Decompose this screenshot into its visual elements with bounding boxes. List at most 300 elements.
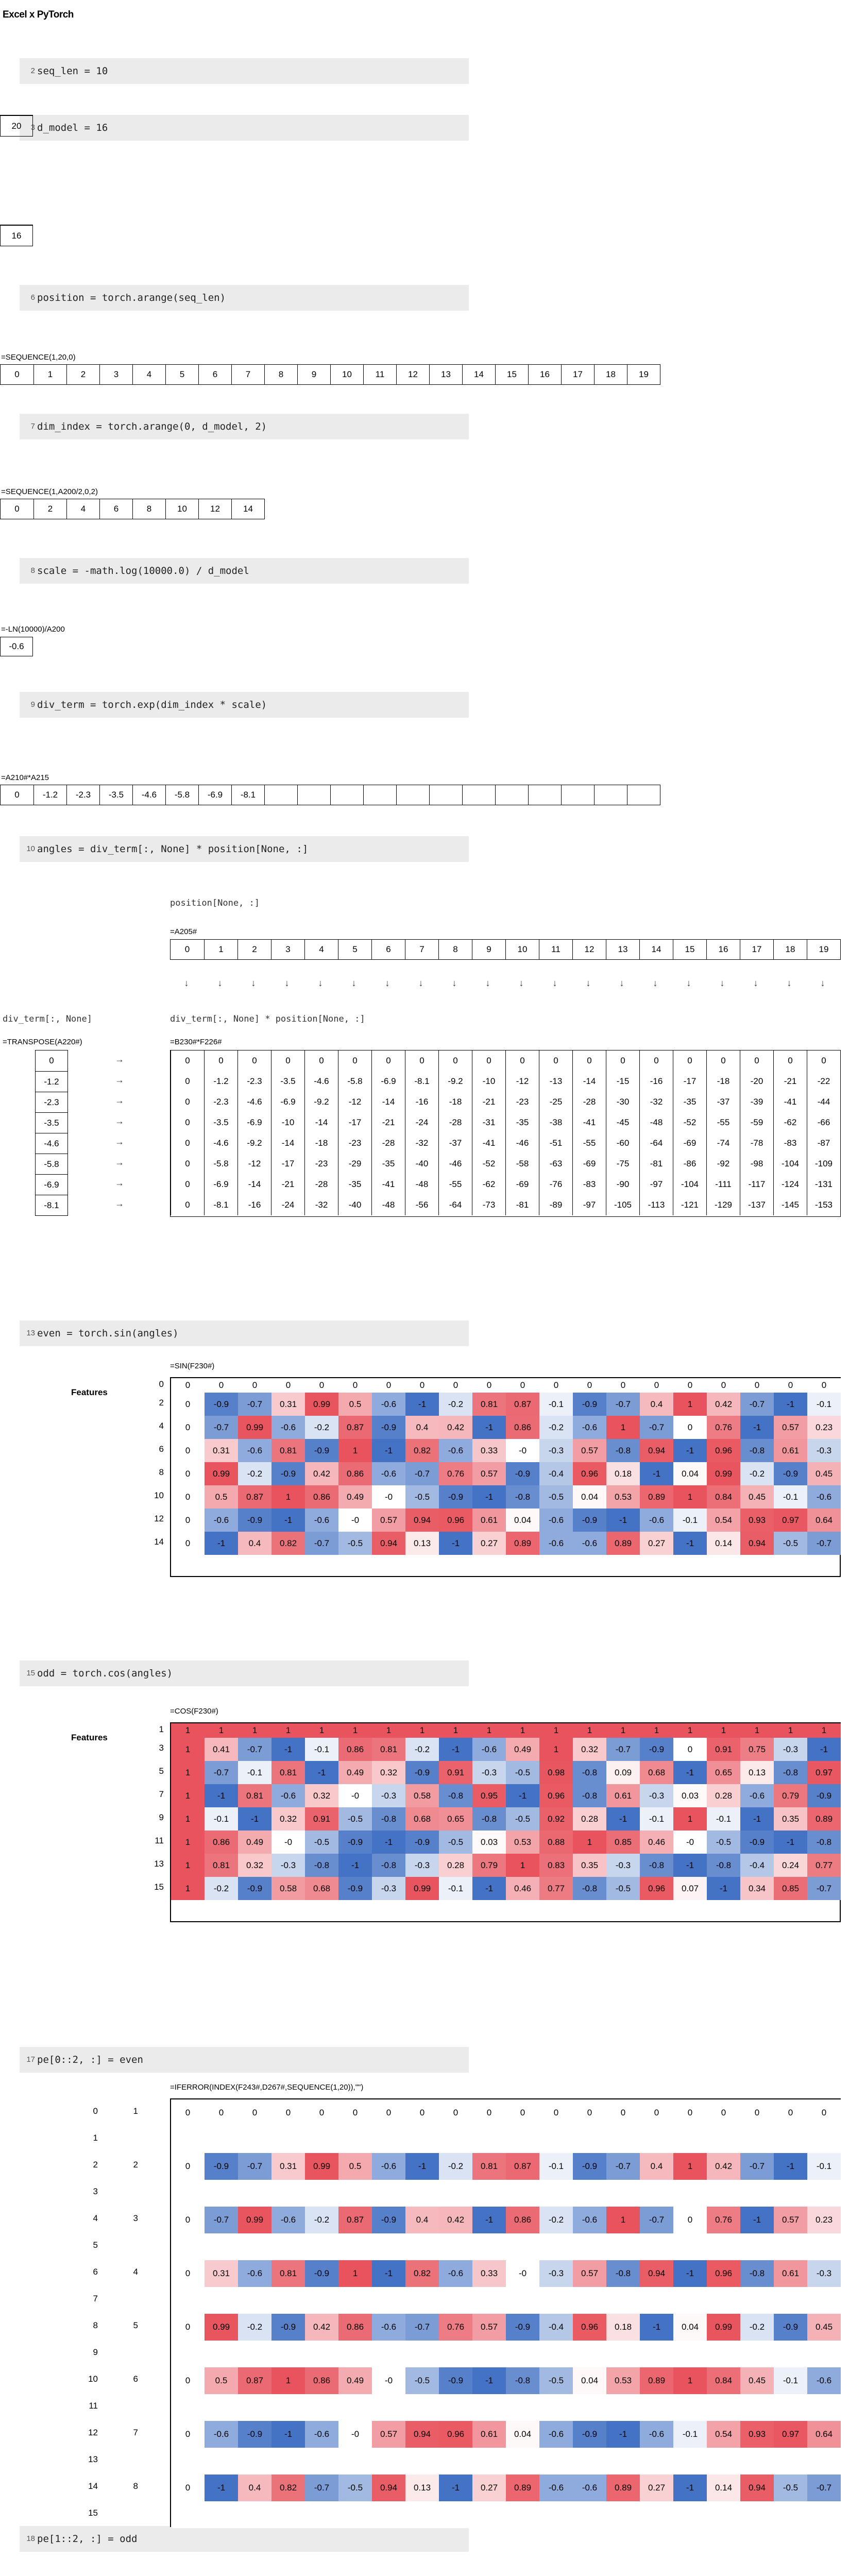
table-cell[interactable]: -0.5 xyxy=(606,1877,640,1900)
table-cell[interactable]: -23 xyxy=(505,1092,539,1112)
table-cell[interactable]: -1 xyxy=(774,2153,807,2180)
table-cell[interactable]: -0 xyxy=(271,1831,305,1854)
table-cell[interactable]: -0.6 xyxy=(640,2421,673,2448)
table-cell[interactable]: 0.61 xyxy=(472,2421,506,2448)
d-model-cell[interactable]: 16 xyxy=(0,225,33,246)
table-cell[interactable] xyxy=(305,2180,338,2207)
table-cell[interactable]: -1 xyxy=(439,1532,472,1555)
table-cell[interactable]: -63 xyxy=(539,1154,572,1174)
transpose-cell[interactable]: -4.6 xyxy=(36,1133,67,1154)
table-cell[interactable]: 1 xyxy=(807,1723,841,1738)
table-cell[interactable]: -0.3 xyxy=(405,1854,439,1877)
grid-cell[interactable]: 11 xyxy=(539,940,572,959)
table-cell[interactable] xyxy=(506,2180,539,2207)
table-cell[interactable]: -55 xyxy=(438,1174,472,1195)
table-cell[interactable] xyxy=(506,2341,539,2367)
table-cell[interactable]: 0.96 xyxy=(439,1509,472,1532)
table-cell[interactable] xyxy=(338,2501,372,2528)
table-cell[interactable]: 0 xyxy=(807,1050,840,1071)
table-cell[interactable]: -0.9 xyxy=(238,1509,271,1532)
table-cell[interactable]: 0.33 xyxy=(472,2260,506,2287)
table-cell[interactable]: 0.86 xyxy=(305,1485,338,1509)
table-cell[interactable] xyxy=(472,2341,506,2367)
table-cell[interactable]: -12 xyxy=(237,1154,271,1174)
table-cell[interactable]: -0.9 xyxy=(506,2314,539,2341)
table-cell[interactable]: 0.53 xyxy=(606,1485,640,1509)
table-cell[interactable] xyxy=(271,2287,305,2314)
table-cell[interactable]: 0 xyxy=(271,1378,305,1393)
table-cell[interactable] xyxy=(405,2394,439,2421)
table-cell[interactable]: -8.1 xyxy=(204,1195,237,1215)
table-cell[interactable]: -1 xyxy=(807,1738,841,1761)
table-cell[interactable] xyxy=(673,2126,707,2153)
table-cell[interactable]: -14 xyxy=(304,1112,338,1133)
table-cell[interactable]: -0.2 xyxy=(740,2314,774,2341)
table-cell[interactable]: 0.76 xyxy=(439,2314,472,2341)
transpose-cell[interactable]: -6.9 xyxy=(36,1174,67,1195)
table-cell[interactable]: 0 xyxy=(606,1378,640,1393)
table-cell[interactable]: 0.81 xyxy=(472,1393,506,1416)
grid-cell[interactable]: 0 xyxy=(184,944,190,954)
table-cell[interactable] xyxy=(774,2287,807,2314)
table-cell[interactable] xyxy=(372,2448,405,2475)
table-cell[interactable]: -23 xyxy=(338,1133,371,1154)
table-cell[interactable]: 0 xyxy=(304,1050,338,1071)
table-cell[interactable]: -0.1 xyxy=(673,1509,707,1532)
table-cell[interactable]: -0.1 xyxy=(640,1807,673,1831)
table-cell[interactable]: -1 xyxy=(774,1393,807,1416)
table-cell[interactable]: 0.5 xyxy=(338,1393,372,1416)
table-cell[interactable]: -44 xyxy=(807,1092,840,1112)
table-cell[interactable] xyxy=(405,2233,439,2260)
grid-cell[interactable]: 14 xyxy=(231,499,264,519)
table-cell[interactable]: -48 xyxy=(371,1195,405,1215)
table-cell[interactable]: -0.6 xyxy=(573,2475,606,2501)
table-cell[interactable]: -28 xyxy=(438,1112,472,1133)
table-cell[interactable]: -0.6 xyxy=(271,1784,305,1807)
table-cell[interactable]: -0.3 xyxy=(640,1784,673,1807)
table-cell[interactable]: -0.1 xyxy=(774,1485,807,1509)
table-cell[interactable]: 0.32 xyxy=(372,1761,405,1784)
grid-cell[interactable]: 15 xyxy=(673,940,706,959)
table-cell[interactable]: 0.61 xyxy=(774,1439,807,1462)
table-cell[interactable]: -4.6 xyxy=(237,1092,271,1112)
table-cell[interactable]: 0.94 xyxy=(372,1532,405,1555)
table-cell[interactable]: 0.27 xyxy=(472,2475,506,2501)
table-cell[interactable]: 0.32 xyxy=(238,1854,271,1877)
table-cell[interactable]: 0.99 xyxy=(707,1462,740,1485)
table-cell[interactable]: -30 xyxy=(606,1092,639,1112)
table-cell[interactable]: 0 xyxy=(171,1050,204,1071)
table-cell[interactable]: 0 xyxy=(338,1378,372,1393)
table-cell[interactable] xyxy=(740,2501,774,2528)
table-cell[interactable]: 0.96 xyxy=(707,1439,740,1462)
table-cell[interactable]: 1 xyxy=(673,2367,707,2394)
table-cell[interactable]: -0 xyxy=(506,2260,539,2287)
table-cell[interactable]: -20 xyxy=(740,1071,773,1092)
table-cell[interactable] xyxy=(338,2180,372,2207)
table-cell[interactable] xyxy=(506,2287,539,2314)
table-cell[interactable] xyxy=(338,2394,372,2421)
table-cell[interactable]: 1 xyxy=(372,1723,405,1738)
table-cell[interactable]: 0.99 xyxy=(707,2314,740,2341)
table-cell[interactable]: -0.8 xyxy=(506,2367,539,2394)
table-cell[interactable]: 0.04 xyxy=(673,1462,707,1485)
table-cell[interactable] xyxy=(305,2501,338,2528)
table-cell[interactable]: 0 xyxy=(371,1050,405,1071)
table-cell[interactable] xyxy=(238,2126,271,2153)
table-cell[interactable]: 0.82 xyxy=(405,2260,439,2287)
table-cell[interactable]: -1 xyxy=(506,1784,539,1807)
table-cell[interactable]: 0.86 xyxy=(338,1462,372,1485)
table-cell[interactable]: 0.31 xyxy=(205,1439,238,1462)
grid-cell[interactable]: 9 xyxy=(297,365,330,384)
table-cell[interactable] xyxy=(673,2501,707,2528)
table-cell[interactable]: -0.5 xyxy=(338,1807,372,1831)
table-cell[interactable] xyxy=(205,2180,238,2207)
table-cell[interactable]: 0.82 xyxy=(405,1439,439,1462)
table-cell[interactable]: 0.46 xyxy=(640,1831,673,1854)
table-cell[interactable] xyxy=(506,2501,539,2528)
table-cell[interactable]: 0.32 xyxy=(573,1738,606,1761)
table-cell[interactable]: -0.7 xyxy=(606,1738,640,1761)
table-cell[interactable] xyxy=(673,2341,707,2367)
table-cell[interactable]: 0.4 xyxy=(405,1416,439,1439)
table-cell[interactable]: 0.58 xyxy=(271,1877,305,1900)
table-cell[interactable]: -64 xyxy=(438,1195,472,1215)
table-cell[interactable]: 0.94 xyxy=(740,1532,774,1555)
table-cell[interactable]: -41 xyxy=(572,1112,606,1133)
table-cell[interactable]: 0.89 xyxy=(640,2367,673,2394)
table-cell[interactable]: 0 xyxy=(673,1738,707,1761)
table-cell[interactable]: -111 xyxy=(706,1174,740,1195)
table-cell[interactable]: 1 xyxy=(640,1723,673,1738)
table-cell[interactable]: -0.2 xyxy=(405,1738,439,1761)
table-cell[interactable] xyxy=(271,2341,305,2367)
table-cell[interactable]: -0.5 xyxy=(506,1761,539,1784)
table-cell[interactable]: -0.3 xyxy=(372,1877,405,1900)
table-cell[interactable]: 0 xyxy=(171,2260,205,2287)
table-cell[interactable]: -0.3 xyxy=(372,1784,405,1807)
table-cell[interactable]: 0.79 xyxy=(472,1854,506,1877)
grid-cell[interactable]: 4 xyxy=(132,365,165,384)
table-cell[interactable] xyxy=(205,2233,238,2260)
table-cell[interactable]: -0.5 xyxy=(338,1532,372,1555)
table-cell[interactable]: -83 xyxy=(773,1133,807,1154)
table-cell[interactable] xyxy=(472,2448,506,2475)
table-cell[interactable]: 0 xyxy=(706,1050,740,1071)
table-cell[interactable] xyxy=(573,2233,606,2260)
table-cell[interactable]: 0.57 xyxy=(774,1416,807,1439)
table-cell[interactable]: -1 xyxy=(405,1393,439,1416)
table-cell[interactable] xyxy=(606,2394,640,2421)
table-cell[interactable]: 0 xyxy=(640,2099,673,2126)
table-cell[interactable] xyxy=(271,2394,305,2421)
grid-cell[interactable]: 17 xyxy=(561,365,594,384)
grid-cell[interactable]: -4.6 xyxy=(132,785,165,805)
grid-cell[interactable] xyxy=(330,785,363,805)
grid-cell[interactable]: 13 xyxy=(606,940,639,959)
table-cell[interactable] xyxy=(171,2126,205,2153)
table-cell[interactable] xyxy=(439,2341,472,2367)
table-cell[interactable]: -9.2 xyxy=(438,1071,472,1092)
table-cell[interactable]: -92 xyxy=(706,1154,740,1174)
table-cell[interactable]: -0 xyxy=(673,1831,707,1854)
table-cell[interactable]: -51 xyxy=(539,1133,572,1154)
table-cell[interactable] xyxy=(640,2126,673,2153)
table-cell[interactable]: 1 xyxy=(673,1393,707,1416)
table-cell[interactable]: 0.49 xyxy=(338,1485,372,1509)
table-cell[interactable]: 0.65 xyxy=(707,1761,740,1784)
table-cell[interactable]: -46 xyxy=(438,1154,472,1174)
table-cell[interactable]: -1 xyxy=(439,1738,472,1761)
table-cell[interactable]: -6.9 xyxy=(371,1071,405,1092)
table-cell[interactable] xyxy=(338,2341,372,2367)
table-cell[interactable]: -0.7 xyxy=(205,2207,238,2233)
table-cell[interactable]: -0 xyxy=(372,2367,405,2394)
table-cell[interactable]: 0.13 xyxy=(740,1761,774,1784)
table-cell[interactable]: -0.8 xyxy=(774,1761,807,1784)
grid-cell[interactable] xyxy=(495,785,528,805)
table-cell[interactable]: -0.2 xyxy=(439,1393,472,1416)
table-cell[interactable]: -15 xyxy=(606,1071,639,1092)
table-cell[interactable]: -0.5 xyxy=(439,1831,472,1854)
table-cell[interactable] xyxy=(439,2287,472,2314)
table-cell[interactable] xyxy=(606,2126,640,2153)
table-cell[interactable]: -0.6 xyxy=(539,1532,573,1555)
table-cell[interactable] xyxy=(740,2341,774,2367)
table-cell[interactable]: -0.1 xyxy=(539,2153,573,2180)
table-cell[interactable] xyxy=(439,2126,472,2153)
table-cell[interactable]: 0.87 xyxy=(338,2207,372,2233)
table-cell[interactable]: 0.89 xyxy=(506,1532,539,1555)
table-cell[interactable]: -0.9 xyxy=(573,2153,606,2180)
table-cell[interactable]: 0 xyxy=(606,1050,639,1071)
table-cell[interactable]: -1 xyxy=(472,1416,506,1439)
table-cell[interactable]: -0.5 xyxy=(506,1807,539,1831)
table-cell[interactable]: -39 xyxy=(740,1092,773,1112)
grid-cell[interactable]: 9 xyxy=(472,940,505,959)
table-cell[interactable] xyxy=(439,2180,472,2207)
table-cell[interactable]: -0.6 xyxy=(372,1462,405,1485)
table-cell[interactable]: -1 xyxy=(372,1831,405,1854)
table-cell[interactable]: -1 xyxy=(774,1831,807,1854)
table-cell[interactable]: 0.94 xyxy=(640,2260,673,2287)
table-cell[interactable]: 1 xyxy=(171,1784,205,1807)
table-cell[interactable] xyxy=(573,2394,606,2421)
table-cell[interactable]: -0.3 xyxy=(807,2260,841,2287)
grid-cell[interactable]: 8 xyxy=(438,940,472,959)
grid-cell[interactable]: 6 xyxy=(198,365,231,384)
table-cell[interactable]: 0 xyxy=(171,1393,205,1416)
table-cell[interactable]: -28 xyxy=(371,1133,405,1154)
table-cell[interactable] xyxy=(472,2126,506,2153)
table-cell[interactable]: 0 xyxy=(439,1378,472,1393)
table-cell[interactable]: -21 xyxy=(371,1112,405,1133)
table-cell[interactable]: -55 xyxy=(572,1133,606,1154)
table-cell[interactable]: -35 xyxy=(338,1174,371,1195)
table-cell[interactable] xyxy=(271,2501,305,2528)
table-cell[interactable] xyxy=(171,2341,205,2367)
table-cell[interactable]: 0.45 xyxy=(740,2367,774,2394)
table-cell[interactable]: -1 xyxy=(472,1877,506,1900)
table-cell[interactable]: 0.87 xyxy=(238,2367,271,2394)
table-cell[interactable] xyxy=(439,2501,472,2528)
table-cell[interactable]: -16 xyxy=(237,1195,271,1215)
table-cell[interactable]: 1 xyxy=(573,1723,606,1738)
table-cell[interactable]: -1 xyxy=(271,1509,305,1532)
table-cell[interactable]: -0.7 xyxy=(405,1462,439,1485)
table-cell[interactable]: -1 xyxy=(740,1416,774,1439)
table-cell[interactable]: -40 xyxy=(405,1154,438,1174)
table-cell[interactable]: 0.81 xyxy=(271,1439,305,1462)
table-cell[interactable]: -0.3 xyxy=(472,1761,506,1784)
table-cell[interactable] xyxy=(405,2180,439,2207)
transpose-cell[interactable]: -5.8 xyxy=(36,1154,67,1174)
table-cell[interactable]: -0 xyxy=(338,2421,372,2448)
table-cell[interactable]: 0.81 xyxy=(205,1854,238,1877)
table-cell[interactable]: -0.6 xyxy=(472,1738,506,1761)
table-cell[interactable]: -0.2 xyxy=(539,1416,573,1439)
table-cell[interactable] xyxy=(472,2501,506,2528)
table-cell[interactable]: 0 xyxy=(171,2367,205,2394)
table-cell[interactable]: 0 xyxy=(171,1462,205,1485)
table-cell[interactable]: 0.28 xyxy=(573,1807,606,1831)
table-cell[interactable]: 0.57 xyxy=(774,2207,807,2233)
table-cell[interactable] xyxy=(439,2233,472,2260)
table-cell[interactable]: 1 xyxy=(506,1854,539,1877)
table-cell[interactable]: -0.1 xyxy=(439,1877,472,1900)
table-cell[interactable]: 0 xyxy=(673,1050,706,1071)
table-cell[interactable]: -0.9 xyxy=(405,1761,439,1784)
table-cell[interactable]: -56 xyxy=(405,1195,438,1215)
table-cell[interactable]: 0.99 xyxy=(405,1877,439,1900)
table-cell[interactable]: 0.91 xyxy=(707,1738,740,1761)
table-cell[interactable]: -0.7 xyxy=(640,2207,673,2233)
table-cell[interactable]: 0 xyxy=(539,1378,573,1393)
table-cell[interactable] xyxy=(807,2180,841,2207)
table-cell[interactable]: 0.4 xyxy=(640,2153,673,2180)
table-cell[interactable]: 0 xyxy=(238,2099,271,2126)
table-cell[interactable]: 0.49 xyxy=(338,1761,372,1784)
table-cell[interactable]: -0.6 xyxy=(539,1509,573,1532)
table-cell[interactable]: 0.96 xyxy=(707,2260,740,2287)
table-cell[interactable]: -0.9 xyxy=(238,1877,271,1900)
table-cell[interactable]: -0.7 xyxy=(640,1416,673,1439)
table-cell[interactable]: -0.7 xyxy=(238,1738,271,1761)
grid-cell[interactable]: 6 xyxy=(371,940,405,959)
table-cell[interactable]: -6.9 xyxy=(204,1174,237,1195)
table-cell[interactable]: -0.9 xyxy=(573,2421,606,2448)
table-cell[interactable]: 0.96 xyxy=(539,1784,573,1807)
table-cell[interactable]: 0.68 xyxy=(405,1807,439,1831)
grid-cell[interactable]: 16 xyxy=(706,940,740,959)
table-cell[interactable]: 1 xyxy=(271,1485,305,1509)
table-cell[interactable]: -0.7 xyxy=(305,2475,338,2501)
grid-cell[interactable]: 8 xyxy=(264,365,297,384)
table-cell[interactable]: -1 xyxy=(305,1761,338,1784)
table-cell[interactable]: 0.87 xyxy=(338,1416,372,1439)
table-cell[interactable]: -4.6 xyxy=(304,1071,338,1092)
table-cell[interactable]: 0 xyxy=(773,1050,807,1071)
table-cell[interactable]: 0.27 xyxy=(640,1532,673,1555)
grid-cell[interactable] xyxy=(528,785,561,805)
table-cell[interactable]: 0.94 xyxy=(405,1509,439,1532)
table-cell[interactable]: 1 xyxy=(439,1723,472,1738)
table-cell[interactable]: -1 xyxy=(740,1807,774,1831)
grid-cell[interactable]: 2 xyxy=(66,365,99,384)
grid-cell[interactable]: 0 xyxy=(14,790,20,800)
table-cell[interactable] xyxy=(305,2341,338,2367)
table-cell[interactable]: 0 xyxy=(405,1378,439,1393)
table-cell[interactable] xyxy=(740,2126,774,2153)
table-cell[interactable]: -10 xyxy=(472,1071,505,1092)
table-cell[interactable] xyxy=(271,2233,305,2260)
table-cell[interactable]: 0.07 xyxy=(673,1877,707,1900)
table-cell[interactable]: -0.5 xyxy=(405,1485,439,1509)
table-cell[interactable]: -1 xyxy=(640,2314,673,2341)
table-cell[interactable] xyxy=(305,2394,338,2421)
table-cell[interactable] xyxy=(573,2341,606,2367)
table-cell[interactable]: 0.93 xyxy=(740,1509,774,1532)
table-cell[interactable] xyxy=(506,2394,539,2421)
table-cell[interactable]: 0.45 xyxy=(807,1462,841,1485)
table-cell[interactable]: -0.6 xyxy=(640,1509,673,1532)
table-cell[interactable]: 0.61 xyxy=(472,1509,506,1532)
table-cell[interactable]: 0.99 xyxy=(305,1393,338,1416)
table-cell[interactable]: 0.18 xyxy=(606,2314,640,2341)
table-cell[interactable]: 0.57 xyxy=(472,1462,506,1485)
table-cell[interactable]: -69 xyxy=(572,1154,606,1174)
table-cell[interactable]: 0.4 xyxy=(640,1393,673,1416)
grid-cell[interactable]: 12 xyxy=(572,940,606,959)
table-cell[interactable]: -24 xyxy=(405,1112,438,1133)
table-cell[interactable]: 0.96 xyxy=(573,2314,606,2341)
table-cell[interactable]: 1 xyxy=(171,1807,205,1831)
table-cell[interactable]: -0.6 xyxy=(740,1784,774,1807)
table-cell[interactable]: 1 xyxy=(271,1723,305,1738)
table-cell[interactable]: 1 xyxy=(338,1723,372,1738)
table-cell[interactable]: -117 xyxy=(740,1174,773,1195)
table-cell[interactable]: 0.97 xyxy=(807,1761,841,1784)
grid-cell[interactable]: 18 xyxy=(594,365,627,384)
table-cell[interactable]: 0.18 xyxy=(606,1462,640,1485)
table-cell[interactable]: 0.49 xyxy=(338,2367,372,2394)
table-cell[interactable]: 0.24 xyxy=(774,1854,807,1877)
table-cell[interactable]: -41 xyxy=(773,1092,807,1112)
grid-cell[interactable]: 15 xyxy=(495,365,528,384)
transpose-cell[interactable]: -8.1 xyxy=(36,1195,67,1215)
table-cell[interactable]: 0.42 xyxy=(707,2153,740,2180)
table-cell[interactable]: 1 xyxy=(707,1723,740,1738)
table-cell[interactable]: -0.7 xyxy=(606,1393,640,1416)
table-cell[interactable]: -0.4 xyxy=(539,2314,573,2341)
table-cell[interactable]: -0.6 xyxy=(271,1416,305,1439)
table-cell[interactable]: -1 xyxy=(338,1854,372,1877)
table-cell[interactable]: 0.83 xyxy=(539,1854,573,1877)
grid-cell[interactable]: 19 xyxy=(807,940,840,959)
table-cell[interactable]: -10 xyxy=(271,1112,304,1133)
table-cell[interactable] xyxy=(372,2341,405,2367)
table-cell[interactable]: 0 xyxy=(639,1050,673,1071)
table-cell[interactable] xyxy=(171,2501,205,2528)
scale-cell[interactable]: -0.6 xyxy=(0,637,33,656)
table-cell[interactable]: 0 xyxy=(171,2421,205,2448)
table-cell[interactable]: -0.1 xyxy=(807,2153,841,2180)
table-cell[interactable]: -0 xyxy=(338,1784,372,1807)
table-cell[interactable]: 0.03 xyxy=(673,1784,707,1807)
table-cell[interactable]: -104 xyxy=(773,1154,807,1174)
